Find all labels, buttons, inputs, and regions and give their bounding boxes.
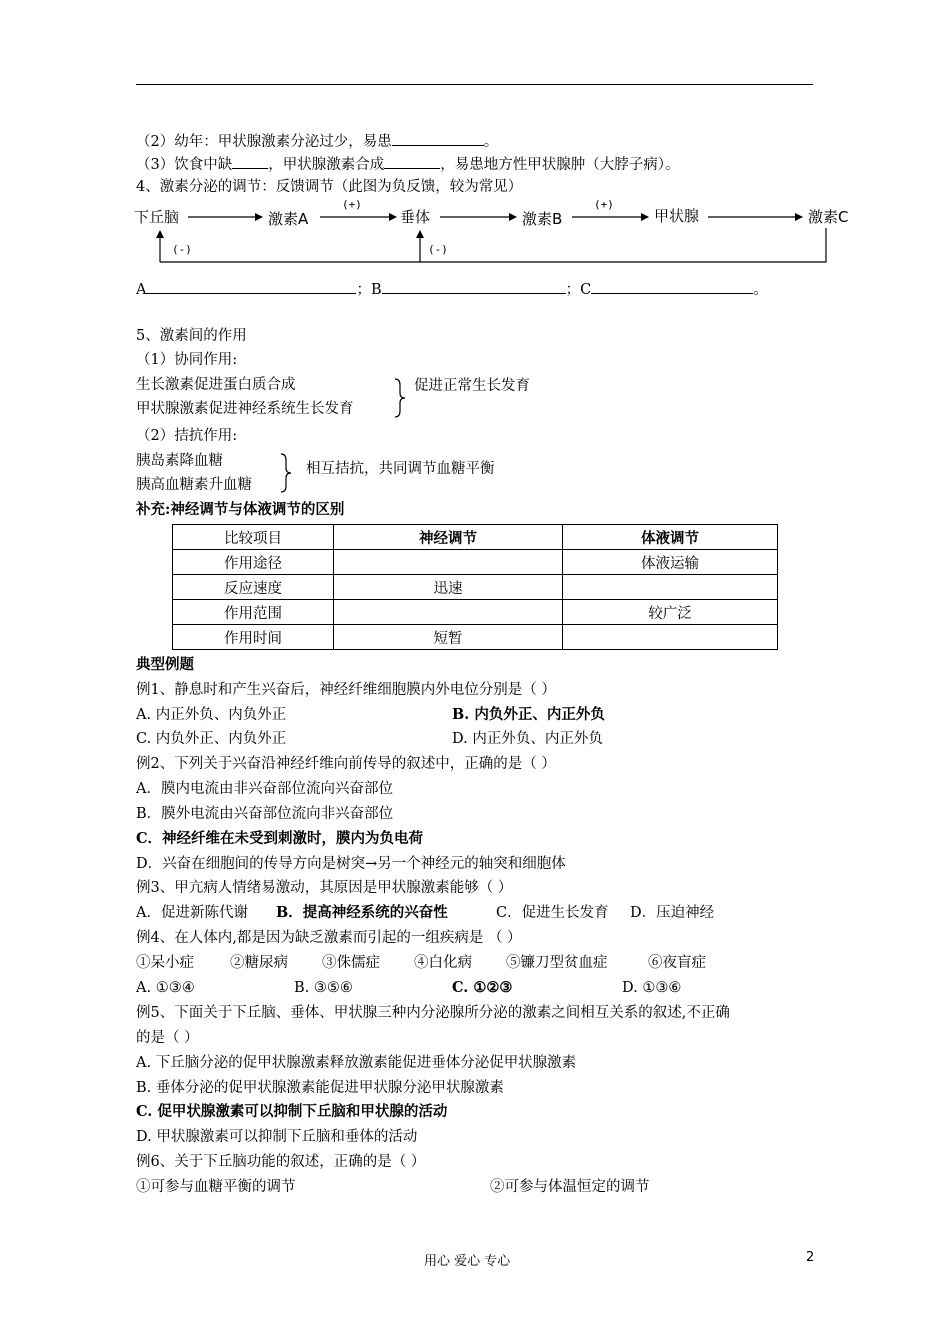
fill-blank-a[interactable] <box>146 278 356 294</box>
table-cell <box>334 600 563 625</box>
example-4-item: ③侏儒症 <box>322 955 380 971</box>
example-2-option-a: A．膜内电流由非兴奋部位流向兴奋部位 <box>136 781 393 797</box>
answer-end: 。 <box>753 282 768 298</box>
line-text: （2）幼年：甲状腺激素分泌过少，易患 <box>136 134 392 150</box>
example-4-option-d: D. ①③⑥ <box>622 980 682 996</box>
example-1-question: 例1、静息时和产生兴奋后，神经纤维细胞膜内外电位分别是（ ） <box>136 682 556 698</box>
node-hormone-c: 激素C <box>808 208 849 226</box>
fill-blank-c[interactable] <box>591 278 753 294</box>
answer-label: A <box>136 282 147 298</box>
table-header-row <box>173 525 778 550</box>
table-header-cell: 神经调节 <box>334 525 563 550</box>
example-3-option-b: B．提高神经系统的兴奋性 <box>276 904 448 921</box>
example-4-item: ⑤镰刀型贫血症 <box>506 955 608 971</box>
brace-icon <box>392 378 408 418</box>
table-row <box>173 625 778 650</box>
section-4-title: 4、激素分泌的调节：反馈调节（此图为负反馈，较为常见） <box>136 179 523 195</box>
example-3-option-d: D．压迫神经 <box>630 905 715 921</box>
answer-line <box>136 278 768 300</box>
line-end: 。 <box>483 134 499 150</box>
example-1-option-d: D. 内正外负、内正外负 <box>452 731 603 747</box>
table-cell: 体液运输 <box>563 550 778 575</box>
example-4-option-c: C. ①②③ <box>452 979 513 996</box>
feedback-line <box>160 228 826 262</box>
antagonism-result: 相互拮抗，共同调节血糖平衡 <box>306 461 495 477</box>
table-row <box>173 575 778 600</box>
table-cell: 短暂 <box>334 625 563 650</box>
example-1-option-a: A. 内正外负、内负外正 <box>136 707 287 723</box>
example-2-option-c: C．神经纤维在未受到刺激时，膜内为负电荷 <box>136 830 424 847</box>
example-4-item: ④白化病 <box>414 955 472 971</box>
supplement-title: 补充:神经调节与体液调节的区别 <box>136 501 345 518</box>
example-5-question: 例5、下面关于下丘脑、垂体、甲状腺三种内分泌腺所分泌的激素之间相互关系的叙述,不正确 <box>136 1005 730 1021</box>
examples-title: 典型例题 <box>136 656 194 673</box>
example-3-question: 例3、甲亢病人情绪易激动，其原因是甲状腺激素能够（ ） <box>136 880 513 896</box>
example-4-option-a: A. ①③④ <box>136 980 195 996</box>
comparison-table <box>172 524 778 650</box>
example-4-question: 例4、在人体内,都是因为缺乏激素而引起的一组疾病是 （ ） <box>136 930 522 946</box>
antagonism-title: （2）拮抗作用: <box>136 428 238 444</box>
table-row <box>173 550 778 575</box>
example-5-option-d: D. 甲状腺激素可以抑制下丘脑和垂体的活动 <box>136 1129 418 1145</box>
example-6-option-1: ①可参与血糖平衡的调节 <box>136 1179 296 1195</box>
plus-label-1: (+) <box>342 198 362 211</box>
table-cell: 作用范围 <box>173 600 334 625</box>
example-4-option-b: B. ③⑤⑥ <box>294 980 353 996</box>
table-header-cell: 比较项目 <box>173 525 334 550</box>
synergy-item: 甲状腺激素促进神经系统生长发育 <box>136 401 354 417</box>
footer-motto: 用心 爱心 专心 <box>424 1254 511 1269</box>
fill-blank-b[interactable] <box>382 278 566 294</box>
example-1-option-b: B. 内负外正、内正外负 <box>452 706 605 723</box>
synergy-title: （1）协同作用: <box>136 352 238 368</box>
plus-label-2: (+) <box>594 198 614 211</box>
minus-label-1: (-) <box>172 243 192 256</box>
synergy-item: 生长激素促进蛋白质合成 <box>136 377 296 393</box>
table-header-cell: 体液调节 <box>563 525 778 550</box>
table-cell <box>563 575 778 600</box>
example-2-question: 例2、下列关于兴奋沿神经纤维向前传导的叙述中，正确的是（ ） <box>136 756 556 772</box>
example-6-question: 例6、关于下丘脑功能的叙述，正确的是（ ） <box>136 1154 426 1170</box>
example-6-option-2: ②可参与体温恒定的调节 <box>490 1179 650 1195</box>
table-cell <box>334 550 563 575</box>
line-text: （3）饮食中缺 <box>136 157 233 173</box>
table-cell: 作用时间 <box>173 625 334 650</box>
node-hypothalamus: 下丘脑 <box>134 208 180 226</box>
example-4-item: ①呆小症 <box>136 955 194 971</box>
antagonism-item: 胰高血糖素升血糖 <box>136 477 252 493</box>
example-5-option-b: B. 垂体分泌的促甲状腺激素能促进甲状腺分泌甲状腺激素 <box>136 1080 504 1096</box>
table-cell: 反应速度 <box>173 575 334 600</box>
table-row <box>173 600 778 625</box>
example-3-option-a: A．促进新陈代谢 <box>136 905 248 921</box>
answer-label: ；B <box>356 282 382 298</box>
node-thyroid: 甲状腺 <box>654 207 700 225</box>
brace-icon <box>278 453 294 493</box>
node-hormone-a: 激素A <box>268 210 309 228</box>
table-cell: 迅速 <box>334 575 563 600</box>
table-cell: 较广泛 <box>563 600 778 625</box>
node-pituitary: 垂体 <box>400 208 431 226</box>
section-5-title: 5、激素间的作用 <box>136 328 247 344</box>
synergy-result: 促进正常生长发育 <box>414 378 530 394</box>
page-number: 2 <box>806 1250 815 1265</box>
table-cell: 作用途径 <box>173 550 334 575</box>
example-1-option-c: C. 内负外正、内负外正 <box>136 731 287 747</box>
table-cell <box>563 625 778 650</box>
answer-label: ；C <box>565 282 592 298</box>
node-hormone-b: 激素B <box>522 210 563 228</box>
example-2-option-d: D．兴奋在细胞间的传导方向是树突→另一个神经元的轴突和细胞体 <box>136 856 566 872</box>
antagonism-item: 胰岛素降血糖 <box>136 453 223 469</box>
example-5-question-cont: 的是（ ） <box>136 1030 199 1046</box>
example-4-item: ⑥夜盲症 <box>648 955 706 971</box>
line-text: ，甲状腺激素合成 <box>268 157 385 173</box>
example-5-option-c: C. 促甲状腺激素可以抑制下丘脑和甲状腺的活动 <box>136 1103 448 1120</box>
minus-label-2: (-) <box>428 243 448 256</box>
feedback-diagram-arrows <box>0 0 950 300</box>
example-5-option-a: A. 下丘脑分泌的促甲状腺激素释放激素能促进垂体分泌促甲状腺激素 <box>136 1055 577 1071</box>
line-text: ，易患地方性甲状腺肿（大脖子病）。 <box>440 157 680 173</box>
example-2-option-b: B．膜外电流由兴奋部位流向非兴奋部位 <box>136 806 394 822</box>
example-4-item: ②糖尿病 <box>230 955 288 971</box>
example-3-option-c: C．促进生长发育 <box>496 905 609 921</box>
